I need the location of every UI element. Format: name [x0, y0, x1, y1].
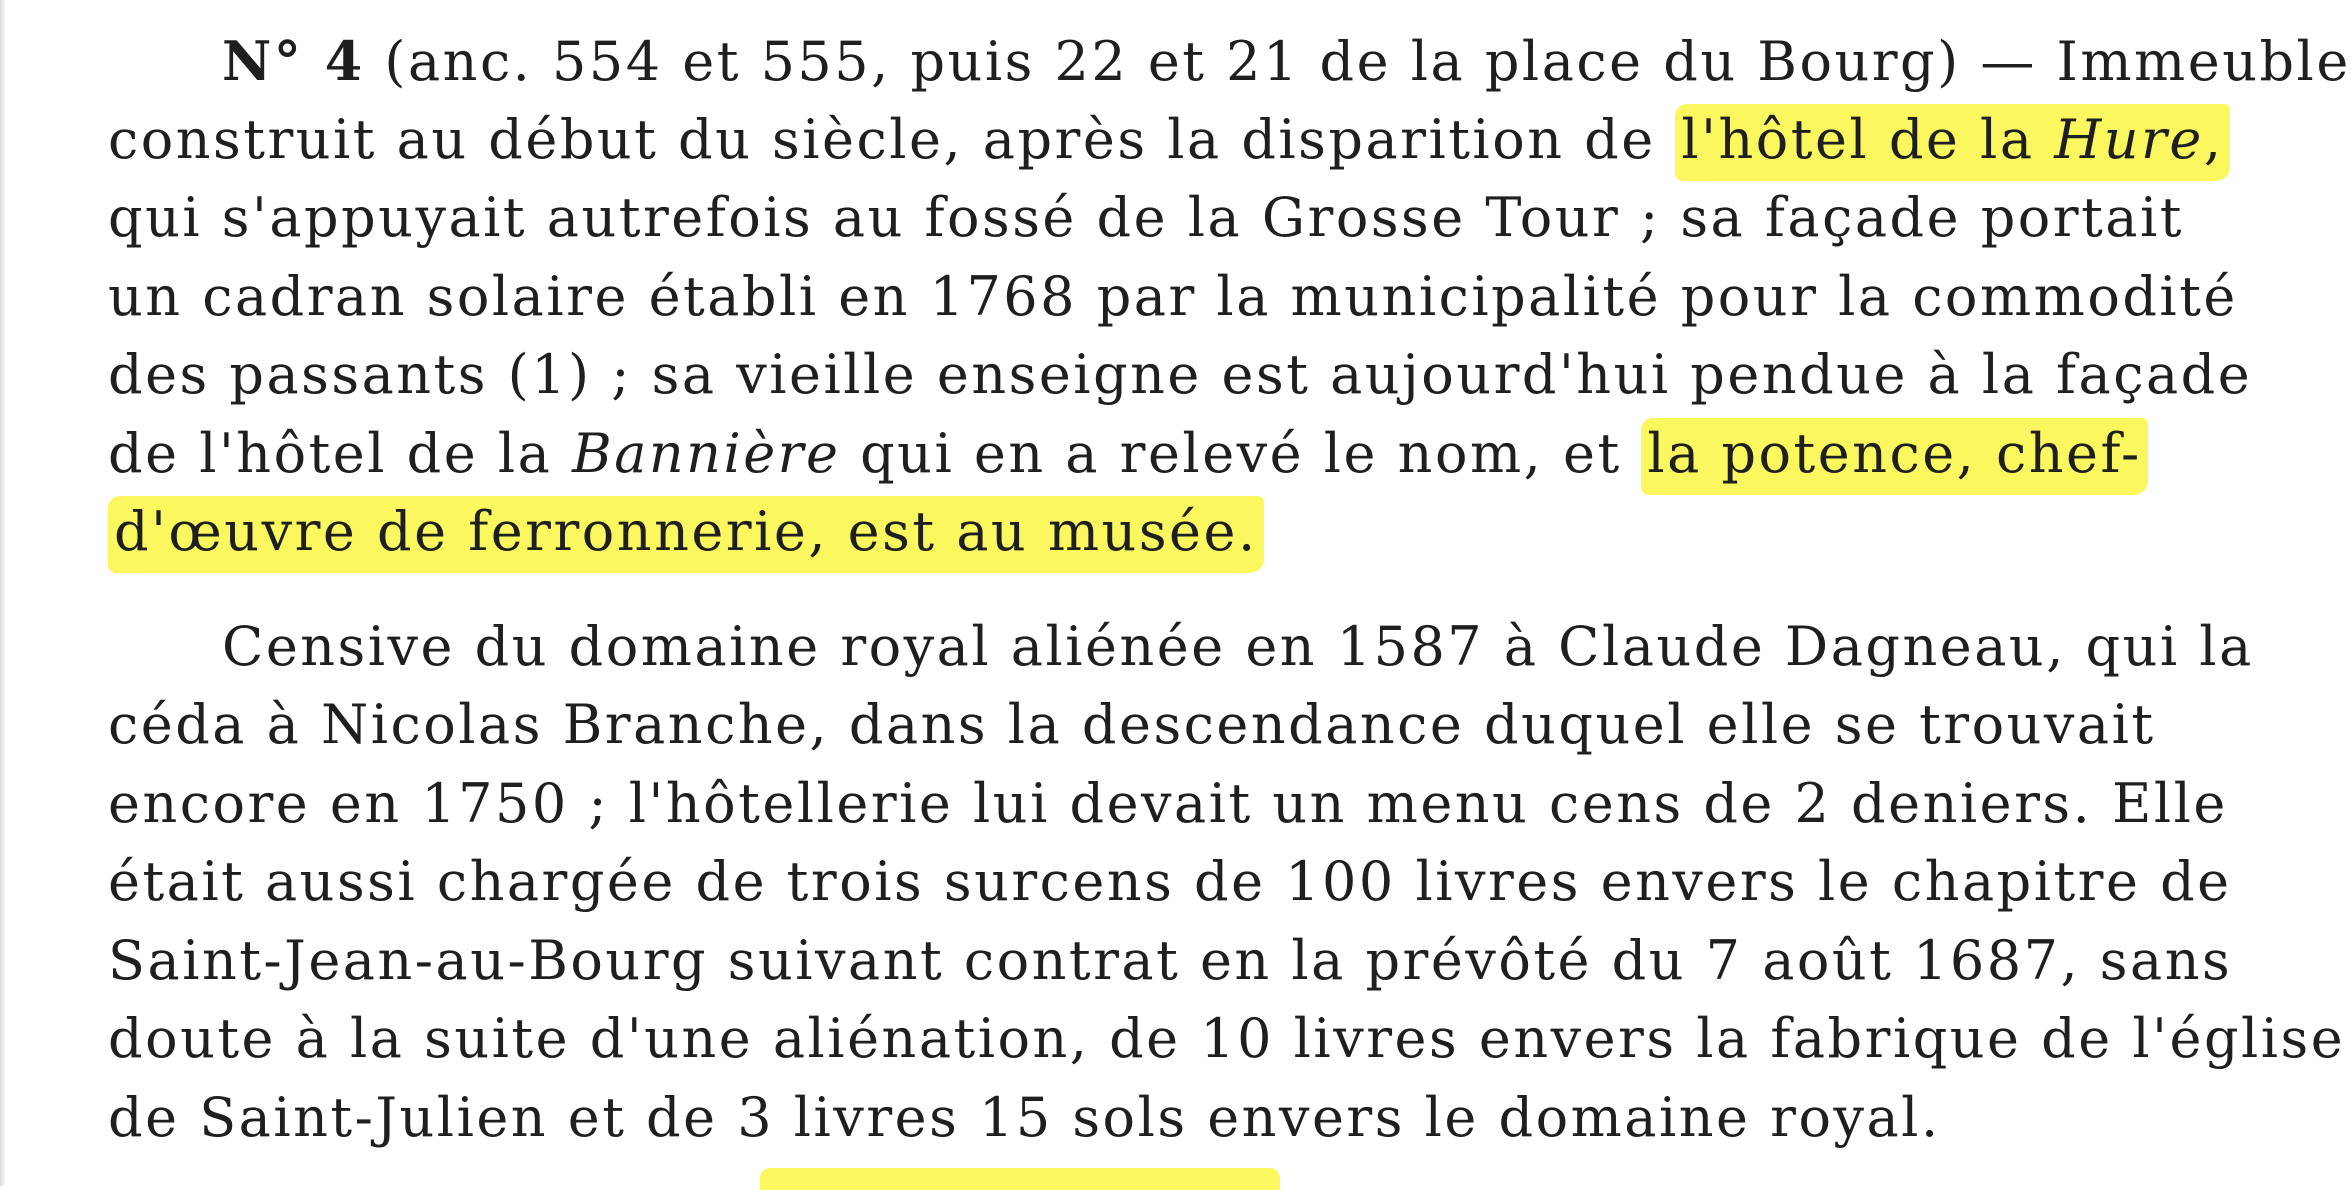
paragraph2-line-5: Saint-Jean-au-Bourg suivant contrat en la prévôté du 7 août 1687, sans — [108, 928, 2233, 992]
highlighted-la-potence: la potence, chef- — [1641, 418, 2147, 495]
line-text: (anc. 554 et 555, puis 22 et 21 de la place du Bourg) — Immeuble — [364, 30, 2351, 93]
italic-banniere: Bannière — [572, 421, 841, 485]
paragraph1-line-4: un cadran solaire établi en 1768 par la municipalité pour la commodité — [108, 264, 2238, 328]
paragraph2-line-6: doute à la suite d'une aliénation, de 10 livres envers la fabrique de l'église — [108, 1007, 2346, 1070]
paragraph2-line-7: de Saint-Julien et de 3 livres 15 sols envers le domaine royal. — [108, 1085, 1941, 1149]
paragraph2-line-3: encore en 1750 ; l'hôtellerie lui devait un menu cens de 2 deniers. Elle — [108, 771, 2228, 835]
line-text: de l'hôtel de la — [108, 421, 573, 485]
highlighted-oeuvre-de-ferronnerie: d'œuvre de ferronnerie, est au musée. — [108, 496, 1264, 573]
paragraph1-line-3: qui s'appuyait autrefois au fossé de la Grosse Tour ; sa façade portait — [108, 186, 2184, 249]
paragraph-entry-no4 — [108, 22, 2351, 572]
paragraph1-line-6 — [108, 415, 2142, 494]
paragraph2-line-4: était aussi chargée de trois surcens de 100 livres envers le chapitre de — [108, 850, 2232, 913]
document-page — [108, 22, 2351, 1157]
paragraph1-line-7 — [108, 493, 2108, 572]
paragraph-censive — [108, 608, 2346, 1158]
italic-hure: Hure — [2054, 107, 2204, 171]
highlight-punct: , — [2203, 107, 2224, 171]
paragraph2-line-1: Censive du domaine royal aliénée en 1587 à Claude Dagneau, qui la — [222, 614, 2254, 678]
highlight-text: l'hôtel de la — [1681, 107, 2055, 171]
paragraph1-line-5: des passants (1) ; sa vieille enseigne est aujourd'hui pendue à la façade — [108, 343, 2253, 406]
highlighted-hotel-de-la-hure — [1675, 104, 2229, 181]
entry-number-label: N° 4 — [222, 29, 365, 93]
line-text: construit au début du siècle, après la disparition de — [108, 107, 1676, 171]
cut-off-highlight-mark — [760, 1168, 1280, 1190]
paragraph2-line-2: céda à Nicolas Branche, dans la descendance duquel elle se trouvait — [108, 693, 2156, 756]
paragraph1-line-2 — [108, 101, 2224, 180]
line-text: qui en a relevé le nom, et — [840, 421, 1642, 485]
paragraph1-line-1 — [108, 22, 2351, 101]
page-edge-shadow — [0, 0, 6, 1186]
